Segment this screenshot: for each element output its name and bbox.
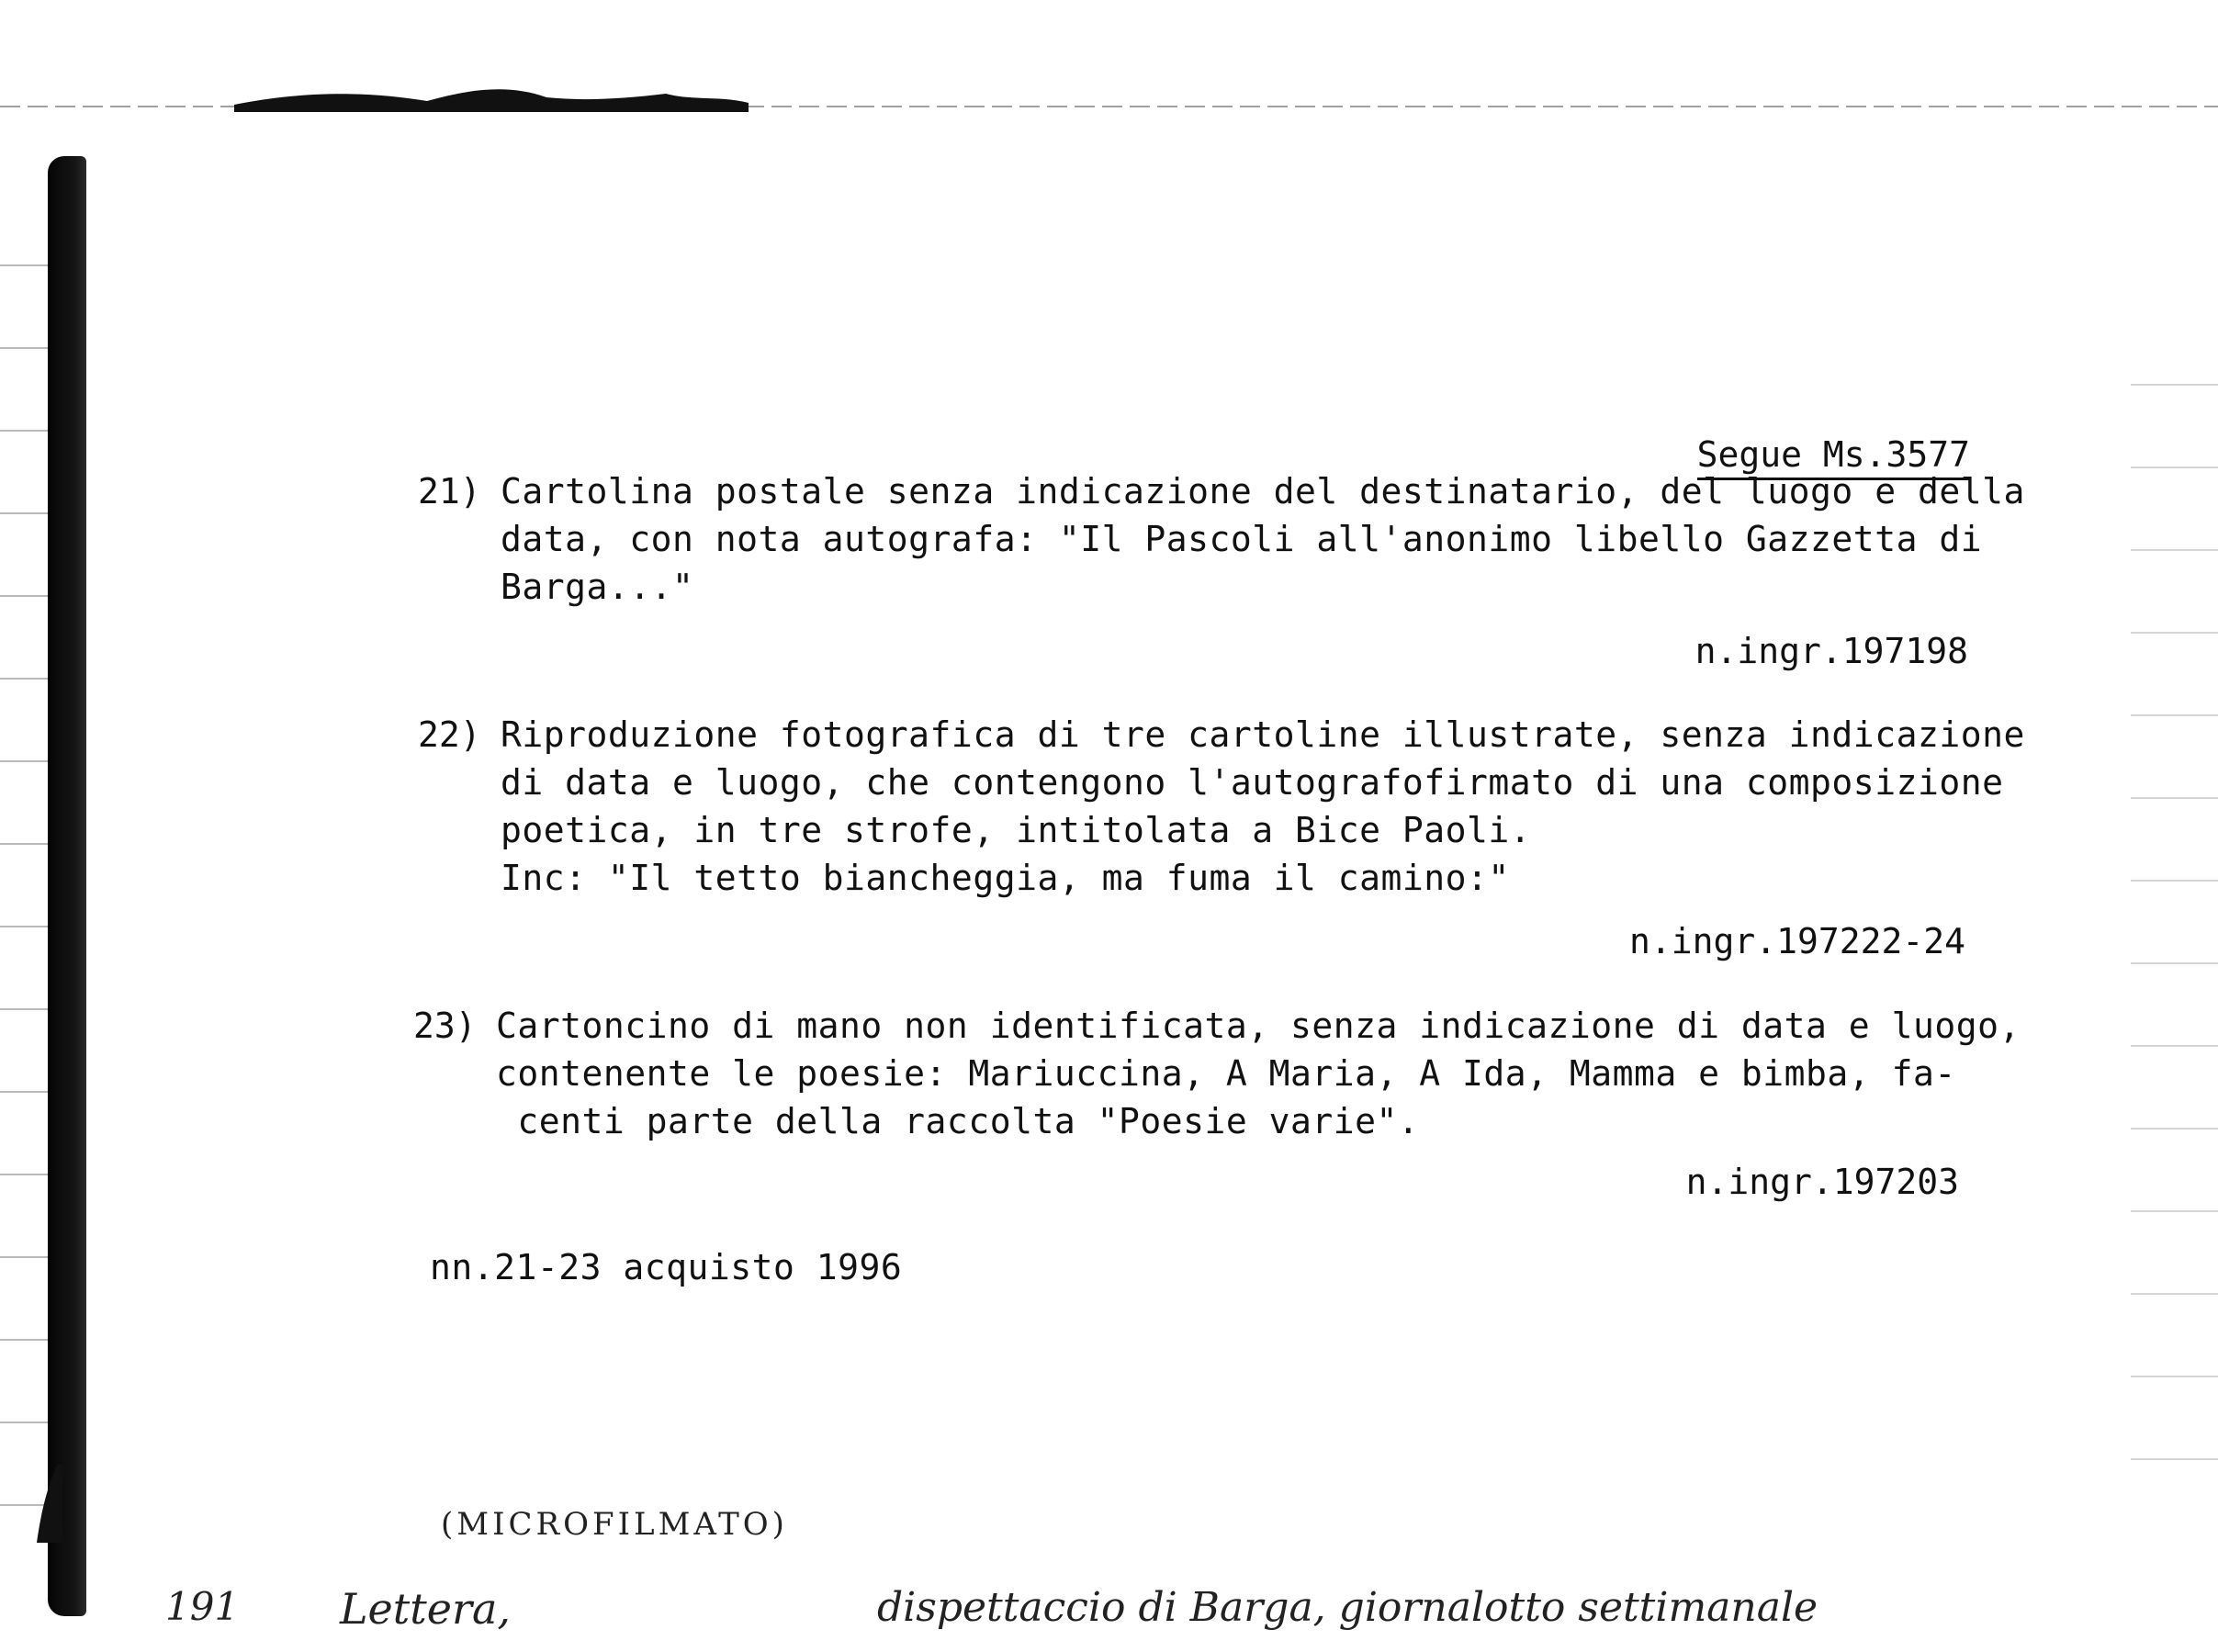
left-binding-curve [37, 1465, 64, 1543]
microfilm-handwritten-note: (MICROFILMATO) [441, 1506, 788, 1543]
entry-22-line-1: Riproduzione fotografica di tre cartoline illustrate, senza indicazione [501, 714, 2025, 755]
bottom-handwritten-number: 191 [165, 1584, 240, 1629]
entry-21-line-3: Barga..." [501, 567, 694, 607]
entry-23-line-2: contenente le poesie: Mariuccina, A Maria, A Ida, Mamma e bimba, fa- [496, 1053, 1956, 1094]
entry-21-line-1: Cartolina postale senza indicazione del destinatario, del luogo e della [501, 471, 2025, 511]
entry-21-number: 21) [418, 471, 481, 511]
entry-22-inventory: n.ingr.197222-24 [1628, 921, 1965, 961]
right-margin-ticks [2131, 303, 2218, 1497]
entry-21-inventory: n.ingr.197198 [1694, 631, 1968, 671]
entry-22-line-2: di data e luogo, che contengono l'autografofirmato di una composizione [501, 762, 2004, 803]
entry-23-inventory: n.ingr.197203 [1685, 1162, 1959, 1202]
bottom-handwritten-phrase: dispettaccio di Barga, giornalotto settimanale [877, 1584, 1818, 1631]
left-binding-shadow [48, 156, 86, 1616]
acquisition-note: nn.21-23 acquisto 1996 [430, 1247, 903, 1287]
top-ink-blot [234, 81, 749, 112]
entry-22-number: 22) [418, 714, 481, 755]
entry-23-number: 23) [413, 1006, 477, 1046]
document-reference: Segue Ms.3577 [1697, 432, 1970, 480]
entry-23-line-3: centi parte della raccolta "Poesie varie". [496, 1101, 1420, 1141]
entry-22-line-4: Inc: "Il tetto biancheggia, ma fuma il camino:" [501, 858, 1510, 898]
left-margin-ticks [0, 184, 55, 1543]
entry-21-line-2: data, con nota autografa: "Il Pascoli all'anonimo libello Gazzetta di [501, 519, 1983, 559]
entry-23-line-1: Cartoncino di mano non identificata, senza indicazione di data e luogo, [496, 1006, 2021, 1046]
bottom-handwritten-word: Lettera, [340, 1584, 511, 1634]
entry-22-line-3: poetica, in tre strofe, intitolata a Bice Paoli. [501, 810, 1532, 850]
